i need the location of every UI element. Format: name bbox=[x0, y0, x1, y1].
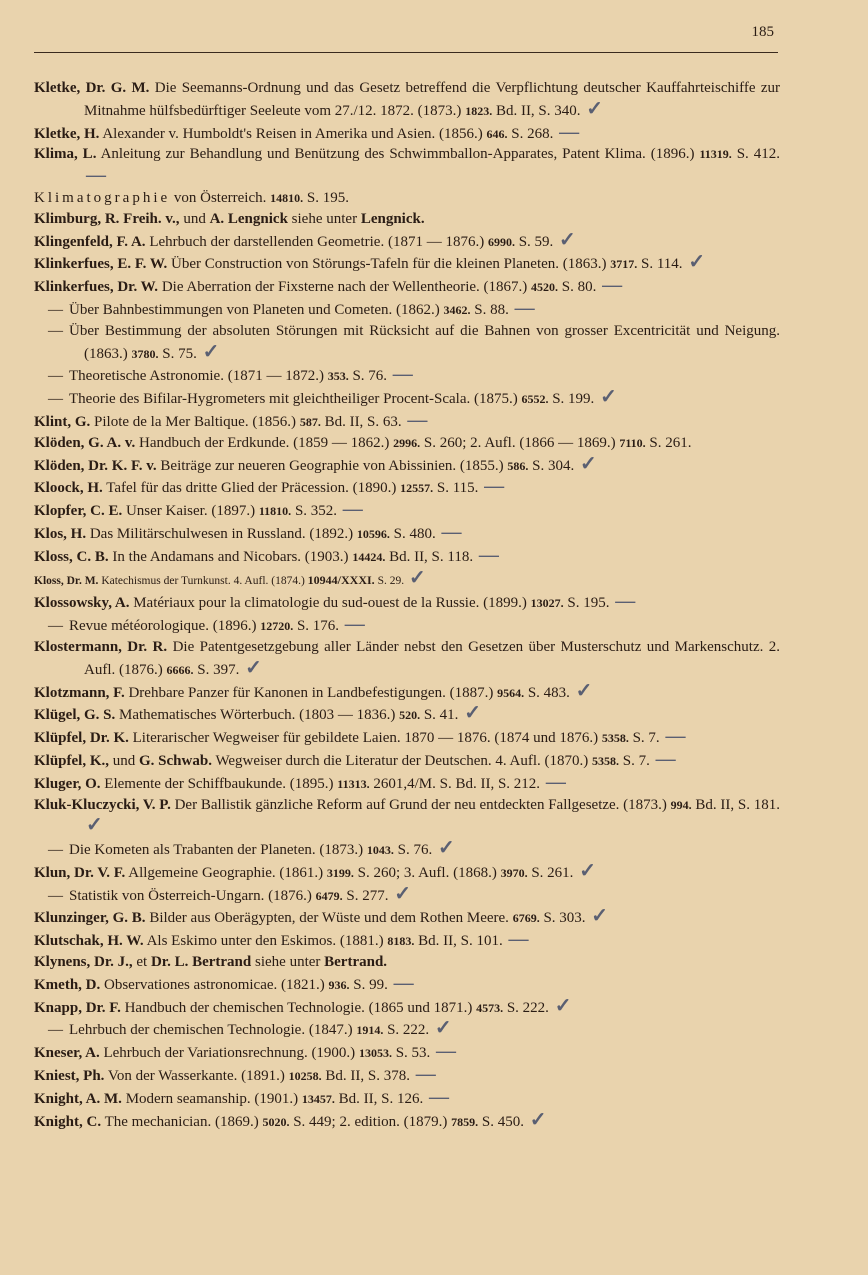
entry-author: Klinkerfues, E. F. W. bbox=[34, 256, 168, 273]
handwritten-mark: — bbox=[655, 747, 676, 770]
entry-catalog-number: 10258. bbox=[288, 1069, 322, 1084]
entry-title: Revue météorologique. (1896.) bbox=[69, 618, 257, 635]
handwritten-mark: ✓ bbox=[437, 837, 455, 860]
entry-spaced-title: Klimatographie bbox=[34, 189, 171, 206]
handwritten-mark: — bbox=[344, 613, 365, 636]
catalog-entry bbox=[34, 476, 780, 499]
entry-author: Klotzmann, F. bbox=[34, 684, 125, 701]
entry-reference: S. 176. bbox=[296, 618, 340, 635]
entry-author: Kluk-Kluczycki, V. P. bbox=[34, 796, 171, 813]
entry-cross-ref: Lengnick. bbox=[360, 210, 425, 227]
entry-title: Theoretische Astronomie. (1871 — 1872.) bbox=[69, 368, 324, 385]
entry-title: Anleitung zur Behandlung und Benützung des Schwimmballon-Apparates, Patent Klima. (1896.) bbox=[100, 146, 695, 163]
entry-catalog-number: 6666. bbox=[166, 662, 194, 677]
catalog-entry bbox=[34, 298, 780, 321]
entry-reference: S. 76. bbox=[397, 842, 433, 859]
entry-author: Klingenfeld, F. A. bbox=[34, 233, 146, 250]
catalog-entry bbox=[34, 614, 780, 637]
entry-reference: S. 7. bbox=[632, 730, 660, 747]
handwritten-mark: ✓ bbox=[408, 566, 426, 589]
handwritten-mark: ✓ bbox=[600, 386, 617, 409]
entry-catalog-number-2: 3970. bbox=[500, 865, 528, 880]
entry-title-continued: Wegweiser durch die Literatur der Deutschen. 4. Aufl. (1870.) bbox=[215, 752, 589, 769]
handwritten-mark: — bbox=[514, 296, 535, 319]
entry-reference: S. 75. bbox=[162, 345, 197, 362]
entry-title: Das Militärschulwesen in Russland. (1892.) bbox=[89, 525, 354, 542]
catalog-entry bbox=[34, 681, 780, 704]
entry-catalog-number: 6769. bbox=[512, 911, 540, 926]
entry-title: Über Bestimmung der absoluten Störungen mit Rücksicht auf die Bahnen von grosser Excentricität und Neigung. (1863.) bbox=[69, 322, 780, 362]
ditto-dash: — bbox=[48, 368, 63, 385]
entry-catalog-number: 994. bbox=[670, 797, 692, 812]
entry-catalog-number: 353. bbox=[327, 369, 349, 384]
catalog-entry bbox=[34, 795, 780, 839]
entry-author: Kloss, Dr. M. bbox=[34, 574, 99, 587]
catalog-entry bbox=[34, 410, 780, 433]
entry-author: Kmeth, D. bbox=[34, 976, 101, 993]
entry-catalog-number: 14424. bbox=[352, 549, 386, 564]
entry-reference: S. 260; 2. Aufl. (1866 — 1869.) bbox=[423, 434, 616, 451]
entry-author: Klüpfel, K., bbox=[34, 752, 110, 769]
entry-catalog-number: 3462. bbox=[443, 302, 471, 317]
entry-reference: S. 41. bbox=[423, 707, 459, 724]
entry-catalog-number-2: 7110. bbox=[619, 435, 646, 450]
handwritten-mark: ✓ bbox=[202, 340, 220, 363]
page-number: 185 bbox=[751, 24, 774, 40]
entry-title: Bilder aus Oberägypten, der Wüste und dem Rothen Meere. bbox=[149, 910, 509, 927]
catalog-entry bbox=[34, 1064, 780, 1087]
catalog-entry bbox=[34, 499, 780, 522]
entry-reference: Bd. II, S. 63. bbox=[324, 413, 402, 430]
entry-reference: S. 480. bbox=[393, 525, 436, 542]
catalog-entry bbox=[34, 454, 780, 477]
entry-reference: S. 80. bbox=[561, 279, 597, 296]
entry-reference: S. 277. bbox=[346, 887, 389, 904]
entry-title: Handbuch der chemischen Technologie. (1865 und 1871.) bbox=[124, 999, 473, 1016]
entry-catalog-number: 13027. bbox=[530, 596, 564, 611]
ditto-dash: — bbox=[48, 301, 63, 318]
entry-reference: S. 195. bbox=[567, 595, 610, 612]
entry-reference: Bd. II, S. 340. bbox=[495, 102, 581, 119]
entry-catalog-number: 3717. bbox=[610, 257, 638, 272]
handwritten-mark: ✓ bbox=[464, 702, 481, 725]
entry-catalog-number: 11810. bbox=[258, 504, 292, 519]
entry-author: Klos, H. bbox=[34, 525, 87, 542]
catalog-entry bbox=[34, 996, 780, 1019]
entry-reference: S. 412. bbox=[736, 146, 780, 163]
catalog-entry bbox=[34, 884, 780, 907]
handwritten-mark: — bbox=[615, 590, 636, 613]
handwritten-mark: ✓ bbox=[580, 452, 597, 475]
entry-catalog-number: 3780. bbox=[131, 346, 159, 361]
ditto-dash: — bbox=[48, 391, 63, 408]
handwritten-mark: ✓ bbox=[586, 97, 604, 120]
ditto-dash: — bbox=[48, 1022, 63, 1039]
catalog-entry bbox=[34, 275, 780, 298]
entry-title: Die Patentgesetzgebung aller Länder nebst den Gesetzen über Musterschutz und Markenschutz. 2. Aufl. (1876.) bbox=[84, 638, 781, 678]
entry-catalog-number: 8183. bbox=[387, 934, 415, 949]
entry-title: In the Andamans and Nicobars. (1903.) bbox=[112, 548, 349, 565]
catalog-entry bbox=[34, 1087, 780, 1110]
entry-reference: S. 199. bbox=[552, 391, 595, 408]
catalog-entry bbox=[34, 772, 780, 795]
entry-title: Matériaux pour la climatologie du sud-ouest de la Russie. (1899.) bbox=[133, 595, 527, 612]
entry-title: Lehrbuch der Variationsrechnung. (1900.) bbox=[103, 1045, 356, 1062]
entry-reference: S. 29. bbox=[377, 574, 405, 587]
handwritten-mark: — bbox=[392, 363, 413, 386]
entry-title: Über Bahnbestimmungen von Planeten und Cometen. (1862.) bbox=[69, 301, 440, 318]
entry-author: Klopfer, C. E. bbox=[34, 503, 123, 520]
entry-catalog-number: 14810. bbox=[270, 190, 304, 205]
catalog-entry bbox=[34, 726, 780, 749]
entry-reference: S. 352. bbox=[294, 503, 338, 520]
handwritten-mark: — bbox=[508, 928, 529, 951]
entry-catalog-number-2: 7859. bbox=[451, 1114, 479, 1129]
entry-reference-2: S. 450. bbox=[481, 1113, 524, 1130]
handwritten-mark: — bbox=[665, 725, 686, 748]
entry-cross-ref: Bertrand. bbox=[324, 954, 388, 971]
catalog-entry bbox=[34, 749, 780, 772]
entry-author: Klossowsky, A. bbox=[34, 595, 130, 612]
entry-catalog-number: 4573. bbox=[476, 1000, 504, 1015]
entry-author: Klun, Dr. V. F. bbox=[34, 864, 126, 881]
entry-author: Klima, L. bbox=[34, 146, 97, 163]
entry-title: Pilote de la Mer Baltique. (1856.) bbox=[94, 413, 297, 430]
entry-author: Kluger, O. bbox=[34, 775, 101, 792]
entry-reference: Bd. II, S. 101. bbox=[418, 933, 503, 950]
entry-reference: S. 115. bbox=[436, 480, 479, 497]
entry-reference: S. 449; 2. edition. (1879.) bbox=[293, 1113, 448, 1130]
entry-reference: S. 483. bbox=[527, 684, 570, 701]
entry-catalog-number: 13053. bbox=[358, 1046, 392, 1061]
entry-title: Theorie des Bifilar-Hygrometers mit gleichtheiliger Procent-Scala. (1875.) bbox=[69, 391, 518, 408]
entry-catalog-number: 520. bbox=[399, 708, 421, 723]
entry-title: Observationes astronomicae. (1821.) bbox=[104, 976, 325, 993]
entry-author: Klinkerfues, Dr. W. bbox=[34, 279, 159, 296]
entry-catalog-number: 1914. bbox=[356, 1023, 384, 1038]
handwritten-mark: ✓ bbox=[434, 1017, 452, 1040]
entry-author: Knapp, Dr. F. bbox=[34, 999, 121, 1016]
catalog-entry bbox=[34, 1110, 780, 1133]
entry-reference: S. 88. bbox=[474, 301, 509, 318]
entry-title: Von der Wasserkante. (1891.) bbox=[107, 1068, 285, 1085]
entry-title: Die Seemanns-Ordnung und das Gesetz betreffend die Verpflichtung deutscher Kauffahrteischiffe zur Mitnahme hülfsbedürftiger Seeleute vom 27./12. 1872. (1873.) bbox=[84, 80, 780, 119]
catalog-entry bbox=[34, 1041, 780, 1064]
handwritten-mark: ✓ bbox=[245, 656, 262, 679]
entry-reference: Bd. II, S. 181. bbox=[695, 796, 781, 813]
handwritten-mark: — bbox=[393, 971, 414, 994]
entry-title: Als Eskimo unter den Eskimos. (1881.) bbox=[146, 933, 384, 950]
entry-reference: S. 76. bbox=[352, 368, 388, 385]
entry-catalog-number: 646. bbox=[486, 126, 508, 141]
handwritten-mark: ✓ bbox=[688, 251, 706, 274]
catalog-entry bbox=[34, 321, 780, 365]
handwritten-mark: — bbox=[602, 274, 623, 297]
entry-catalog-number: 6990. bbox=[487, 234, 515, 249]
handwritten-mark: ✓ bbox=[579, 859, 596, 882]
entry-catalog-number: 587. bbox=[299, 414, 321, 429]
catalog-entry bbox=[34, 188, 780, 209]
entry-author: Klunzinger, G. B. bbox=[34, 910, 146, 927]
entry-title: Literarischer Wegweiser für gebildete Laien. 1870 — 1876. (1874 und 1876.) bbox=[132, 730, 599, 747]
entry-catalog-number: 9564. bbox=[497, 685, 525, 700]
entry-catalog-number: 586. bbox=[507, 458, 529, 473]
catalog-entry bbox=[34, 568, 780, 592]
entry-reference: S. 114. bbox=[641, 256, 683, 273]
entry-catalog-number: 11313. bbox=[337, 776, 370, 791]
catalog-entry bbox=[34, 591, 780, 614]
entry-title: Elemente der Schiffbaukunde. (1895.) bbox=[104, 775, 334, 792]
entry-coauthor: A. Lengnick bbox=[209, 210, 288, 227]
entry-title: Drehbare Panzer für Kanonen in Landbefestigungen. (1887.) bbox=[128, 684, 494, 701]
entry-reference: Bd. II, S. 126. bbox=[338, 1090, 424, 1107]
entry-title-continued: siehe unter bbox=[255, 954, 321, 971]
handwritten-mark: — bbox=[559, 120, 580, 143]
entry-title: et bbox=[136, 954, 148, 971]
handwritten-mark: — bbox=[484, 475, 505, 498]
entry-title: Über Construction von Störungs-Tafeln für die kleinen Planeten. (1863.) bbox=[170, 256, 607, 273]
catalog-entry bbox=[34, 952, 780, 973]
handwritten-mark: ✓ bbox=[554, 994, 572, 1017]
entry-title: Statistik von Österreich-Ungarn. (1876.) bbox=[69, 887, 312, 904]
catalog-entry bbox=[34, 929, 780, 952]
entry-title: Der Ballistik gänzliche Reform auf Grund der neu entdeckten Fallgesetze. (1873.) bbox=[174, 796, 667, 813]
entry-author: Kletke, H. bbox=[34, 125, 100, 142]
entry-author: Klüpfel, Dr. K. bbox=[34, 730, 129, 747]
entry-author: Klostermann, Dr. R. bbox=[34, 638, 168, 655]
catalog-entry bbox=[34, 78, 780, 122]
entry-title: Allgemeine Geographie. (1861.) bbox=[128, 864, 324, 881]
entry-title: Lehrbuch der darstellenden Geometrie. (1871 — 1876.) bbox=[149, 233, 485, 250]
entry-reference: S. 59. bbox=[518, 233, 554, 250]
entry-reference: S. 222. bbox=[506, 999, 549, 1016]
entry-catalog-number: 5358. bbox=[592, 753, 620, 768]
entry-reference: Bd. II, S. 118. bbox=[389, 548, 474, 565]
ditto-dash: — bbox=[48, 887, 63, 904]
entry-catalog-number: 12720. bbox=[260, 619, 294, 634]
entry-author: Klynens, Dr. J., bbox=[34, 954, 133, 971]
handwritten-mark: ✓ bbox=[591, 905, 609, 928]
entry-reference: 2601,4/M. S. Bd. II, S. 212. bbox=[373, 775, 541, 792]
ditto-dash: — bbox=[48, 842, 63, 859]
entry-reference: Bd. II, S. 378. bbox=[325, 1068, 410, 1085]
entry-catalog-number: 6552. bbox=[521, 392, 549, 407]
ditto-dash: — bbox=[48, 322, 63, 339]
entry-author: Klügel, G. S. bbox=[34, 707, 116, 724]
entry-title: Lehrbuch der chemischen Technologie. (1847.) bbox=[69, 1022, 353, 1039]
catalog-entry bbox=[34, 522, 780, 545]
catalog-entry bbox=[34, 545, 780, 568]
entry-reference: S. 195. bbox=[306, 189, 349, 206]
handwritten-mark: — bbox=[441, 520, 462, 543]
catalog-entry bbox=[34, 1018, 780, 1041]
entry-catalog-number: 4520. bbox=[531, 280, 559, 295]
catalog-entry bbox=[34, 433, 780, 454]
entry-reference: S. 53. bbox=[395, 1045, 431, 1062]
entry-title-continued: siehe unter bbox=[291, 210, 358, 227]
entry-title: Handbuch der Erdkunde. (1859 — 1862.) bbox=[139, 434, 390, 451]
catalog-entry bbox=[34, 387, 780, 410]
entry-catalog-number: 6479. bbox=[315, 888, 343, 903]
header-rule bbox=[34, 52, 778, 53]
catalog-entry bbox=[34, 861, 780, 884]
catalog-entry bbox=[34, 230, 780, 253]
catalog-entry bbox=[34, 209, 780, 230]
entry-title: Modern seamanship. (1901.) bbox=[125, 1090, 299, 1107]
catalog-entry bbox=[34, 144, 780, 188]
handwritten-mark: — bbox=[86, 164, 106, 187]
entry-catalog-number: 12557. bbox=[400, 481, 434, 496]
entry-catalog-number: 10944/XXXI. bbox=[307, 572, 375, 587]
entry-catalog-number: 936. bbox=[328, 977, 350, 992]
entry-title: Alexander v. Humboldt's Reisen in Amerika und Asien. (1856.) bbox=[102, 125, 483, 142]
handwritten-mark: — bbox=[436, 1040, 457, 1063]
entry-title: Die Aberration der Fixsterne nach der Wellentheorie. (1867.) bbox=[161, 279, 528, 296]
handwritten-mark: ✓ bbox=[394, 882, 411, 905]
entry-author: Klimburg, R. Freih. v., bbox=[34, 210, 180, 227]
catalog-entry bbox=[34, 122, 780, 145]
entry-title: von Österreich. bbox=[173, 189, 267, 206]
ditto-dash: — bbox=[48, 618, 63, 635]
handwritten-mark: ✓ bbox=[86, 814, 103, 837]
handwritten-mark: — bbox=[342, 498, 363, 521]
entry-author: Klutschak, H. W. bbox=[34, 933, 144, 950]
entry-title: Katechismus der Turnkunst. 4. Aufl. (1874.) bbox=[101, 574, 305, 587]
entry-title: und bbox=[183, 210, 206, 227]
entry-title: Tafel für das dritte Glied der Präcession. (1890.) bbox=[106, 480, 397, 497]
entry-title: Beiträge zur neueren Geographie von Abissinien. (1855.) bbox=[160, 457, 504, 474]
handwritten-mark: ✓ bbox=[529, 1108, 547, 1131]
entry-coauthor: Dr. L. Bertrand bbox=[150, 954, 252, 971]
entry-reference-2: S. 261. bbox=[531, 864, 574, 881]
entry-catalog-number: 2996. bbox=[393, 435, 421, 450]
entry-author: Kletke, Dr. G. M. bbox=[34, 80, 150, 96]
entry-title: Unser Kaiser. (1897.) bbox=[125, 503, 256, 520]
entry-author: Klint, G. bbox=[34, 413, 91, 430]
entry-author: Klöden, Dr. K. F. v. bbox=[34, 457, 157, 474]
entry-title: Die Kometen als Trabanten der Planeten. (1873.) bbox=[69, 842, 364, 859]
entry-author: Kloock, H. bbox=[34, 480, 103, 497]
entry-catalog-number: 5358. bbox=[601, 731, 629, 746]
entry-catalog-number: 5020. bbox=[262, 1114, 290, 1129]
entry-catalog-number: 13457. bbox=[301, 1091, 335, 1106]
entry-reference: S. 99. bbox=[353, 976, 388, 993]
entry-author: Kloss, C. B. bbox=[34, 548, 109, 565]
catalog-entry bbox=[34, 973, 780, 996]
entry-reference-2: S. 261. bbox=[649, 434, 692, 451]
handwritten-mark: — bbox=[429, 1085, 449, 1108]
entry-reference: S. 397. bbox=[197, 661, 240, 678]
entry-catalog-number: 1043. bbox=[366, 843, 394, 858]
handwritten-mark: — bbox=[478, 543, 499, 566]
entry-author: Knight, A. M. bbox=[34, 1090, 122, 1107]
entry-author: Knight, C. bbox=[34, 1113, 102, 1130]
entry-title: Mathematisches Wörterbuch. (1803 — 1836.) bbox=[119, 707, 396, 724]
catalog-entry bbox=[34, 364, 780, 387]
catalog-entry bbox=[34, 252, 780, 275]
entry-reference: S. 260; 3. Aufl. (1868.) bbox=[357, 864, 497, 881]
entry-title: und bbox=[112, 752, 136, 769]
catalog-entry bbox=[34, 906, 780, 929]
catalog-entry bbox=[34, 703, 780, 726]
entry-catalog-number: 3199. bbox=[326, 865, 354, 880]
entry-author: Klöden, G. A. v. bbox=[34, 434, 136, 451]
entry-coauthor: G. Schwab. bbox=[139, 752, 212, 769]
handwritten-mark: — bbox=[407, 408, 428, 431]
entry-title: The mechanician. (1869.) bbox=[104, 1113, 259, 1130]
entry-reference: S. 268. bbox=[511, 125, 554, 142]
entry-catalog-number: 1823. bbox=[465, 103, 493, 118]
handwritten-mark: ✓ bbox=[559, 228, 576, 251]
entry-author: Kneser, A. bbox=[34, 1045, 100, 1062]
catalog-entry bbox=[34, 637, 780, 681]
entry-reference: S. 222. bbox=[387, 1022, 430, 1039]
entry-catalog-number: 10596. bbox=[356, 526, 390, 541]
entries-list bbox=[34, 78, 780, 1132]
handwritten-mark: — bbox=[545, 770, 566, 793]
entry-catalog-number: 11319. bbox=[699, 147, 732, 162]
entry-reference: S. 304. bbox=[532, 457, 575, 474]
catalog-entry bbox=[34, 838, 780, 861]
handwritten-mark: — bbox=[415, 1063, 436, 1086]
entry-author: Kniest, Ph. bbox=[34, 1068, 105, 1085]
entry-reference: S. 303. bbox=[543, 910, 586, 927]
entry-reference: S. 7. bbox=[622, 752, 650, 769]
handwritten-mark: ✓ bbox=[575, 679, 593, 702]
